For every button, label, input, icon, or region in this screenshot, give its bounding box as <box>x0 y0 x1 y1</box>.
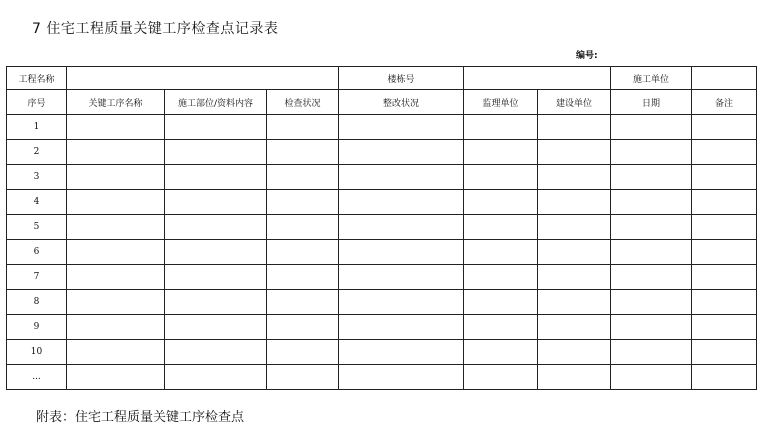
row-number: 6 <box>7 240 67 265</box>
table-cell[interactable] <box>464 290 538 315</box>
construction-unit-field[interactable] <box>692 67 757 90</box>
table-cell[interactable] <box>165 215 267 240</box>
table-cell[interactable] <box>67 315 165 340</box>
row-number: 10 <box>7 340 67 365</box>
table-cell[interactable] <box>165 115 267 140</box>
table-cell[interactable] <box>464 240 538 265</box>
table-cell[interactable] <box>165 165 267 190</box>
table-cell[interactable] <box>339 115 464 140</box>
table-cell[interactable] <box>692 365 757 390</box>
table-cell[interactable] <box>692 190 757 215</box>
table-cell[interactable] <box>611 340 692 365</box>
table-cell[interactable] <box>267 290 339 315</box>
table-row <box>7 290 757 315</box>
building-number-label: 楼栋号 <box>339 67 464 90</box>
table-cell[interactable] <box>165 140 267 165</box>
table-row <box>7 190 757 215</box>
table-cell[interactable] <box>611 115 692 140</box>
column-header: 施工部位/资料内容 <box>165 90 267 115</box>
table-cell[interactable] <box>611 290 692 315</box>
table-cell[interactable] <box>692 115 757 140</box>
table-row <box>7 340 757 365</box>
table-cell[interactable] <box>538 190 611 215</box>
table-cell[interactable] <box>67 240 165 265</box>
table-cell[interactable] <box>464 165 538 190</box>
table-cell[interactable] <box>464 115 538 140</box>
column-header: 日期 <box>611 90 692 115</box>
table-cell[interactable] <box>692 290 757 315</box>
table-cell[interactable] <box>692 140 757 165</box>
table-cell[interactable] <box>165 240 267 265</box>
table-cell[interactable] <box>611 140 692 165</box>
row-number: ... <box>7 365 67 390</box>
table-cell[interactable] <box>339 365 464 390</box>
table-cell[interactable] <box>339 215 464 240</box>
row-number: 5 <box>7 215 67 240</box>
table-row <box>7 265 757 290</box>
project-name-field[interactable] <box>67 67 339 90</box>
project-name-label: 工程名称 <box>7 67 67 90</box>
row-number: 7 <box>7 265 67 290</box>
row-number: 9 <box>7 315 67 340</box>
column-header: 备注 <box>692 90 757 115</box>
table-cell[interactable] <box>538 115 611 140</box>
table-cell[interactable] <box>464 265 538 290</box>
table-cell[interactable] <box>267 140 339 165</box>
table-cell[interactable] <box>67 340 165 365</box>
table-cell[interactable] <box>267 340 339 365</box>
table-cell[interactable] <box>267 315 339 340</box>
table-cell[interactable] <box>339 290 464 315</box>
table-cell[interactable] <box>538 140 611 165</box>
construction-unit-label: 施工单位 <box>611 67 692 90</box>
table-row <box>7 165 757 190</box>
column-header: 检查状况 <box>267 90 339 115</box>
record-table <box>6 66 757 390</box>
table-cell[interactable] <box>538 240 611 265</box>
table-cell[interactable] <box>67 165 165 190</box>
row-number: 2 <box>7 140 67 165</box>
column-header-row <box>7 90 757 115</box>
row-number: 4 <box>7 190 67 215</box>
column-header: 监理单位 <box>464 90 538 115</box>
table-cell[interactable] <box>692 165 757 190</box>
table-cell[interactable] <box>339 315 464 340</box>
table-cell[interactable] <box>165 290 267 315</box>
building-number-field[interactable] <box>464 67 611 90</box>
column-header: 关键工序名称 <box>67 90 165 115</box>
table-cell[interactable] <box>538 340 611 365</box>
row-number: 8 <box>7 290 67 315</box>
table-cell[interactable] <box>611 315 692 340</box>
table-cell[interactable] <box>267 165 339 190</box>
table-cell[interactable] <box>538 165 611 190</box>
column-header: 建设单位 <box>538 90 611 115</box>
table-cell[interactable] <box>611 265 692 290</box>
table-row <box>7 365 757 390</box>
table-cell[interactable] <box>611 215 692 240</box>
table-cell[interactable] <box>67 365 165 390</box>
table-cell[interactable] <box>611 165 692 190</box>
table-cell[interactable] <box>611 240 692 265</box>
table-cell[interactable] <box>339 165 464 190</box>
table-cell[interactable] <box>339 140 464 165</box>
table-cell[interactable] <box>165 365 267 390</box>
table-cell[interactable] <box>267 265 339 290</box>
table-cell[interactable] <box>165 190 267 215</box>
table-cell[interactable] <box>67 190 165 215</box>
table-cell[interactable] <box>67 215 165 240</box>
table-cell[interactable] <box>267 115 339 140</box>
table-cell[interactable] <box>165 340 267 365</box>
table-cell[interactable] <box>339 240 464 265</box>
document-title: 7 住宅工程质量关键工序检查点记录表 <box>32 21 279 37</box>
table-row <box>7 240 757 265</box>
table-cell[interactable] <box>165 265 267 290</box>
table-cell[interactable] <box>464 140 538 165</box>
table-cell[interactable] <box>538 365 611 390</box>
table-cell[interactable] <box>267 190 339 215</box>
table-cell[interactable] <box>67 140 165 165</box>
row-number: 3 <box>7 165 67 190</box>
table-cell[interactable] <box>67 265 165 290</box>
footer-caption: 附表：住宅工程质量关键工序检查点 <box>36 410 245 425</box>
table-row <box>7 315 757 340</box>
table-cell[interactable] <box>67 115 165 140</box>
table-cell[interactable] <box>692 315 757 340</box>
table-cell[interactable] <box>692 215 757 240</box>
table-cell[interactable] <box>464 190 538 215</box>
table-cell[interactable] <box>611 190 692 215</box>
table-cell[interactable] <box>165 315 267 340</box>
table-cell[interactable] <box>267 240 339 265</box>
table-cell[interactable] <box>67 290 165 315</box>
table-cell[interactable] <box>464 315 538 340</box>
row-number: 1 <box>7 115 67 140</box>
table-row <box>7 140 757 165</box>
column-header: 序号 <box>7 90 67 115</box>
table-cell[interactable] <box>464 365 538 390</box>
table-cell[interactable] <box>538 215 611 240</box>
table-cell[interactable] <box>611 365 692 390</box>
table-row <box>7 115 757 140</box>
table-cell[interactable] <box>339 340 464 365</box>
table-cell[interactable] <box>267 215 339 240</box>
table-cell[interactable] <box>538 315 611 340</box>
table-cell[interactable] <box>339 190 464 215</box>
table-cell[interactable] <box>692 340 757 365</box>
table-cell[interactable] <box>692 265 757 290</box>
serial-number-label: 编号: <box>576 51 598 61</box>
table-cell[interactable] <box>692 240 757 265</box>
table-cell[interactable] <box>464 340 538 365</box>
project-info-row <box>7 67 757 90</box>
column-header: 整改状况 <box>339 90 464 115</box>
table-row <box>7 215 757 240</box>
table-cell[interactable] <box>538 265 611 290</box>
table-cell[interactable] <box>538 290 611 315</box>
table-cell[interactable] <box>339 265 464 290</box>
table-cell[interactable] <box>267 365 339 390</box>
table-cell[interactable] <box>464 215 538 240</box>
